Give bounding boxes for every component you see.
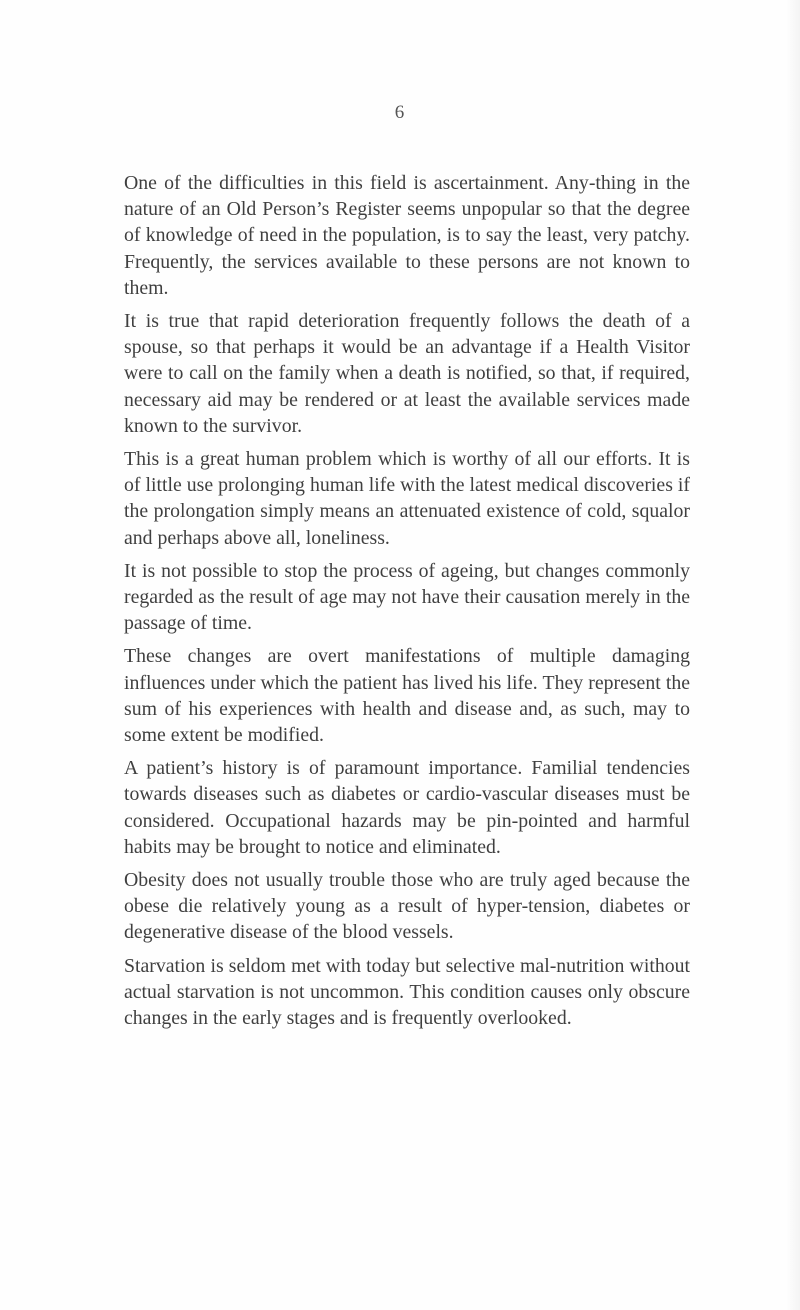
paragraph-human-problem: This is a great human problem which is worthy of all our efforts. It is of little use prolonging human life with the latest medical discoveries if the prolongation simply means an attenuated existence of cold, squalor and perhaps above all, loneliness. <box>124 448 690 549</box>
page-number: 6 <box>394 102 406 123</box>
paragraph-spouse-death: It is true that rapid deterioration frequently follows the death of a spouse, so that perhaps it would be an advantage if a Health Visitor were to call on the family when a death is notified, so that, if required, necessary aid may be rendered or at least the available services made known to the survivor. <box>124 310 690 437</box>
paragraph-starvation: Starvation is seldom met with today but selective mal-nutrition without actual starvation is not uncommon. This condition causes only obscure changes in the early stages and is frequently overlooked. <box>124 954 690 1030</box>
page-edge-shadow <box>786 0 800 1310</box>
paragraph-ageing-process: It is not possible to stop the process of ageing, but changes commonly regarded as the result of age may not have their causation merely in the passage of time. <box>124 559 690 635</box>
paragraph-patient-history: A patient’s history is of paramount importance. Familial tendencies towards diseases such as diabetes or cardio-vascular diseases must be considered. Occupational hazards may be pin-pointed and harmful habits may be brought to notice and eliminated. <box>124 757 690 858</box>
paragraph-obesity: Obesity does not usually trouble those who are truly aged because the obese die relatively young as a result of hyper-tension, diabetes or degenerative disease of the blood vessels. <box>124 869 690 944</box>
paragraph-overt-changes: These changes are overt manifestations of multiple damaging influences under which the patient has lived his life. They represent the sum of his experiences with health and disease and, as such, may to some extent be modified. <box>124 645 690 747</box>
paragraph-ascertainment: One of the difficulties in this field is ascertainment. Any-thing in the nature of an Old Person’s Register seems unpopular so that the degree of knowledge of need in the population, is to say the least, very patchy. Frequently, the services available to these persons are not known to them. <box>124 172 690 299</box>
body-text <box>124 170 690 1038</box>
